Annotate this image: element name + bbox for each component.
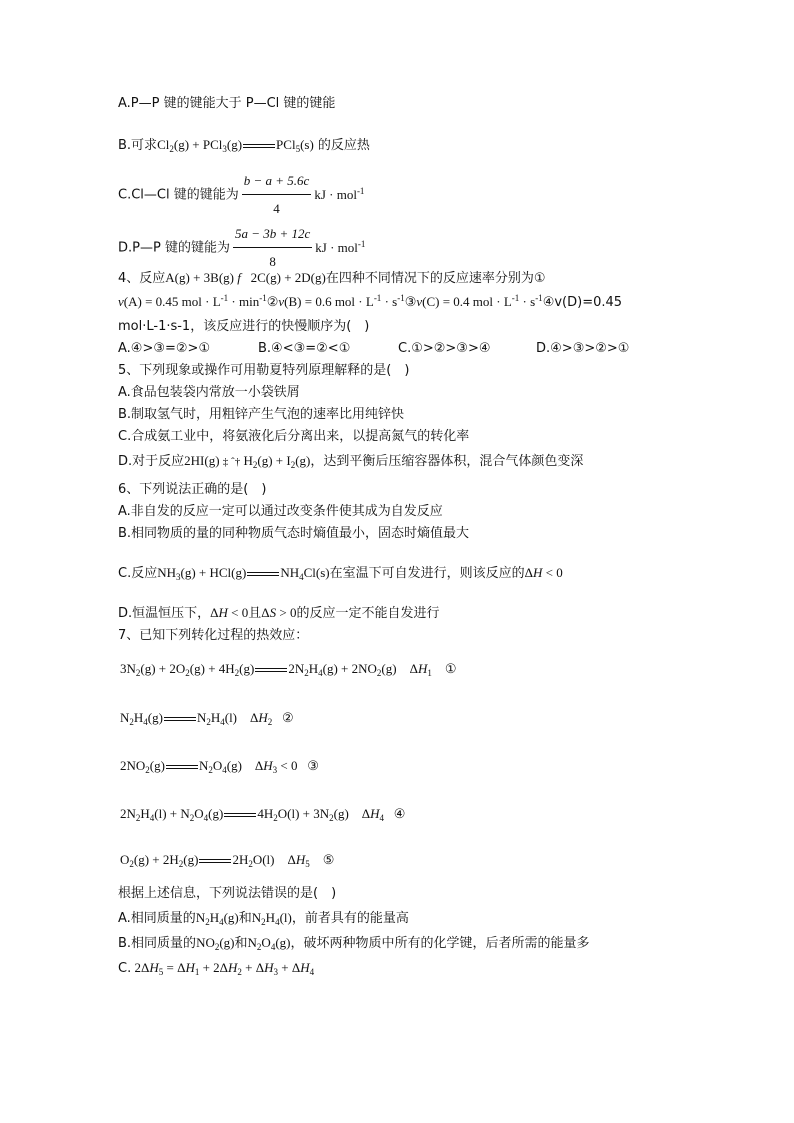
q7-followup: 根据上述信息，下列说法错误的是( ) bbox=[118, 886, 337, 901]
q5-stem: 5、下列现象或操作可用勒夏特列原理解释的是( ) bbox=[118, 363, 410, 378]
q6-option-b: B.相同物质的量的同种物质气态时熵值最小，固态时熵值最大 bbox=[118, 526, 470, 541]
q7-equation-1: $3N_2(g) + 2O_2(g) + 4H_2(g) 2N_2H_4(g) + 2NO_2(g)$ $\Delta H_1$ ① bbox=[120, 661, 457, 678]
q3-option-d: D.P—P 键的键能为 $\frac{5a - 3b + 12c}{8}$ kJ · mol$^{-1}$ bbox=[118, 223, 365, 273]
q3-c-fraction: $\frac{b - a + 5.6c}{4}$ bbox=[242, 170, 312, 220]
q7-option-b: B.相同质量的$NO_2(g)$和$N_2O_4(g)$，破坏两种物质中所有的化学键，后者所需的能量多 bbox=[118, 935, 590, 952]
q6-option-d: D.恒温恒压下，ΔH < 0且ΔS > 0的反应一定不能自发进行 bbox=[118, 605, 440, 621]
q5-option-b: B.制取氢气时，用粗锌产生气泡的速率比用纯锌快 bbox=[118, 407, 405, 422]
q3-option-a: A.P—P 键的键能大于 P—Cl 键的键能 bbox=[118, 96, 336, 111]
q5-option-a: A.食品包装袋内常放一小袋铁屑 bbox=[118, 385, 300, 400]
q3-option-b: B.可求$Cl_2(g) + PCl_3(g)$ PCl$_5$(s) 的反应热 bbox=[118, 137, 370, 154]
q7-option-a: A.相同质量的$N_2H_4(g)$和$N_2H_4(l)$，前者具有的能量高 bbox=[118, 910, 409, 927]
q7-equation-5: $O_2(g) + 2H_2(g)$ $2H_2O(l)$ $\Delta H_5$ ⑤ bbox=[120, 852, 335, 869]
q3-option-c: C.Cl—Cl 键的键能为 $\frac{b - a + 5.6c}{4}$ kJ · mol$^{-1}$ bbox=[118, 170, 364, 220]
q4-stem: 4、反应A(g) + 3B(g) f 2C(g) + 2D(g)在四种不同情况下的反应速率分别为① bbox=[118, 270, 546, 286]
q4-rates-line2: mol·L-1·s-1，该反应进行的快慢顺序为( ) bbox=[118, 319, 370, 334]
q6-option-c: C.反应$NH_3(g) + HCl(g)$ $NH_4Cl(s)$在室温下可自发进行，则该反应的ΔH < 0 bbox=[118, 565, 563, 582]
q5-option-c: C.合成氨工业中，将氨液化后分离出来，以提高氮气的转化率 bbox=[118, 429, 470, 444]
q7-equation-3: $2NO_2(g)$ $N_2O_4(g)$ $\Delta H_3 < 0$ ③ bbox=[120, 758, 319, 775]
q7-equation-4: $2N_2H_4(l) + N_2O_4(g) 4H_2O(l) + 3N_2(g)$ $\Delta H_4$ ④ bbox=[120, 806, 406, 823]
q4-options: A.④>③=②>① B.④<③=②<① C.①>②>③>④ D.④>③>②>① bbox=[118, 341, 630, 356]
q5-option-d: D.对于反应2HI(g) ‡ ˆ† $H_2(g) + I_2(g)$，达到平衡后压缩容器体积，混合气体颜色变深 bbox=[118, 453, 584, 470]
q6-option-a: A.非自发的反应一定可以通过改变条件使其成为自发反应 bbox=[118, 504, 443, 519]
q7-option-c: C. $2\Delta H_5 = \Delta H_1 + 2\Delta H_2 + \Delta H_3 + \Delta H_4$ bbox=[118, 960, 315, 977]
q6-stem: 6、下列说法正确的是( ) bbox=[118, 482, 267, 497]
q4-rates: v(A) = 0.45 mol · $L^{-1}$ · $\min^{-1}②v(B) = 0.6$ mol · $L^{-1}$ · $s^{-1}③v(C) = 0.4$ mol · $L^{-1}$ · $s^{-1}④v(D)=0.45$ bbox=[118, 293, 623, 310]
q7-equation-2: $N_2H_4(g)$ $N_2H_4(l)$ $\Delta H_2$ ② bbox=[120, 710, 294, 727]
q7-stem: 7、已知下列转化过程的热效应： bbox=[118, 628, 309, 643]
q3-d-fraction: $\frac{5a - 3b + 12c}{8}$ bbox=[233, 223, 312, 273]
